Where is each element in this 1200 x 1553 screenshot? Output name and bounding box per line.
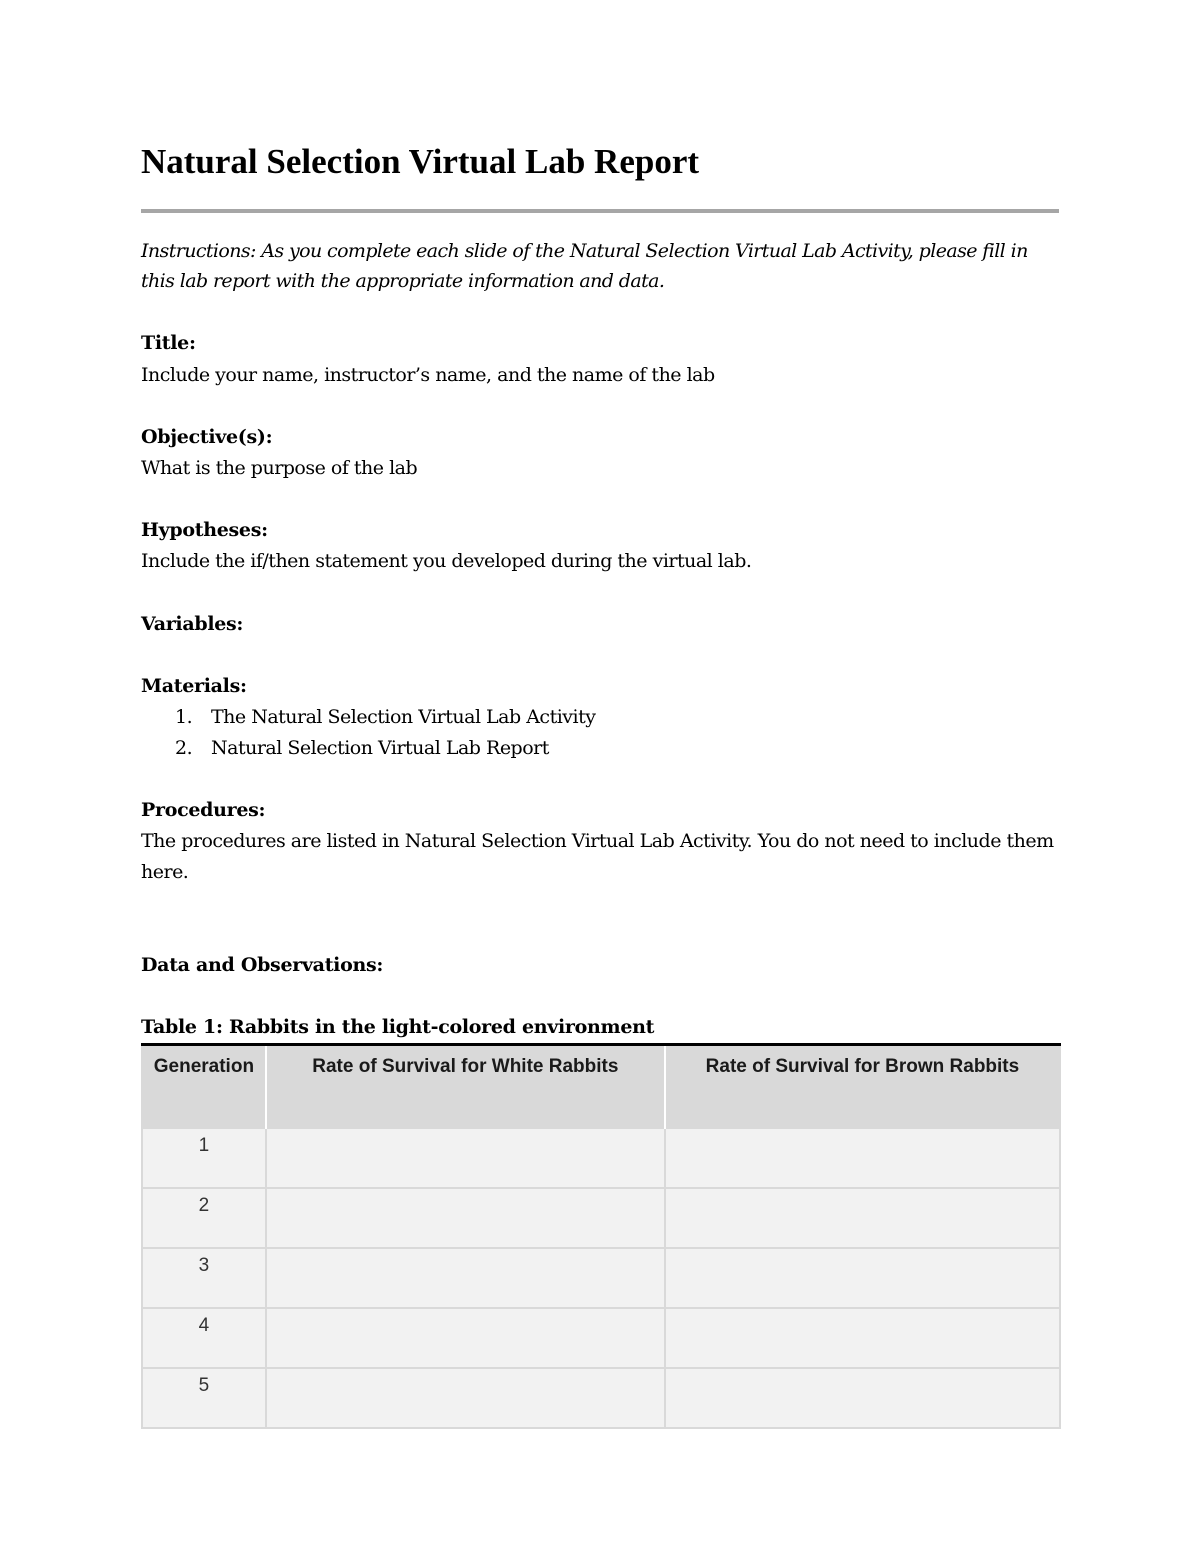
hypotheses-label: Hypotheses: xyxy=(141,519,268,541)
brown-rabbit-cell[interactable] xyxy=(665,1248,1060,1308)
title-description: Include your name, instructor’s name, and the name of the lab xyxy=(141,364,715,386)
materials-item xyxy=(141,733,595,764)
data-observations-label: Data and Observations: xyxy=(141,954,384,976)
variables-label: Variables: xyxy=(141,613,244,635)
generation-cell: 4 xyxy=(142,1308,266,1368)
table-row xyxy=(142,1248,1060,1308)
white-rabbit-cell[interactable] xyxy=(266,1368,665,1428)
materials-item-text: The Natural Selection Virtual Lab Activity xyxy=(211,706,596,728)
table-row xyxy=(142,1128,1060,1188)
generation-cell: 5 xyxy=(142,1368,266,1428)
header-white-rabbits: Rate of Survival for White Rabbits xyxy=(266,1045,665,1129)
materials-item xyxy=(141,702,595,733)
procedures-label: Procedures: xyxy=(141,799,266,821)
table-header-row xyxy=(142,1045,1060,1129)
materials-item-text: Natural Selection Virtual Lab Report xyxy=(211,737,549,759)
survival-table xyxy=(141,1043,1061,1429)
objectives-label: Objective(s): xyxy=(141,426,273,448)
brown-rabbit-cell[interactable] xyxy=(665,1308,1060,1368)
white-rabbit-cell[interactable] xyxy=(266,1308,665,1368)
white-rabbit-cell[interactable] xyxy=(266,1248,665,1308)
white-rabbit-cell[interactable] xyxy=(266,1128,665,1188)
materials-item-number: 1. xyxy=(175,706,193,728)
generation-cell: 2 xyxy=(142,1188,266,1248)
brown-rabbit-cell[interactable] xyxy=(665,1128,1060,1188)
hypotheses-description: Include the if/then statement you developed during the virtual lab. xyxy=(141,550,752,572)
white-rabbit-cell[interactable] xyxy=(266,1188,665,1248)
materials-label: Materials: xyxy=(141,675,247,697)
generation-cell: 3 xyxy=(142,1248,266,1308)
table-row xyxy=(142,1188,1060,1248)
brown-rabbit-cell[interactable] xyxy=(665,1368,1060,1428)
table-caption: Table 1: Rabbits in the light-colored environment xyxy=(141,1016,655,1038)
document-title: Natural Selection Virtual Lab Report xyxy=(141,142,700,181)
title-divider xyxy=(141,209,1059,213)
materials-list xyxy=(141,702,595,764)
title-label: Title: xyxy=(141,332,196,354)
instructions-text: Instructions: As you complete each slide of the Natural Selection Virtual Lab Activity, please fill in this lab report with the appropriate information and data. xyxy=(141,240,1028,292)
header-brown-rabbits: Rate of Survival for Brown Rabbits xyxy=(665,1045,1060,1129)
generation-cell: 1 xyxy=(142,1128,266,1188)
objectives-description: What is the purpose of the lab xyxy=(141,457,418,479)
table-row xyxy=(142,1368,1060,1428)
materials-item-number: 2. xyxy=(175,737,193,759)
header-generation: Generation xyxy=(142,1045,266,1129)
procedures-description: The procedures are listed in Natural Selection Virtual Lab Activity. You do not need to include them here. xyxy=(141,830,1054,883)
brown-rabbit-cell[interactable] xyxy=(665,1188,1060,1248)
table-row xyxy=(142,1308,1060,1368)
